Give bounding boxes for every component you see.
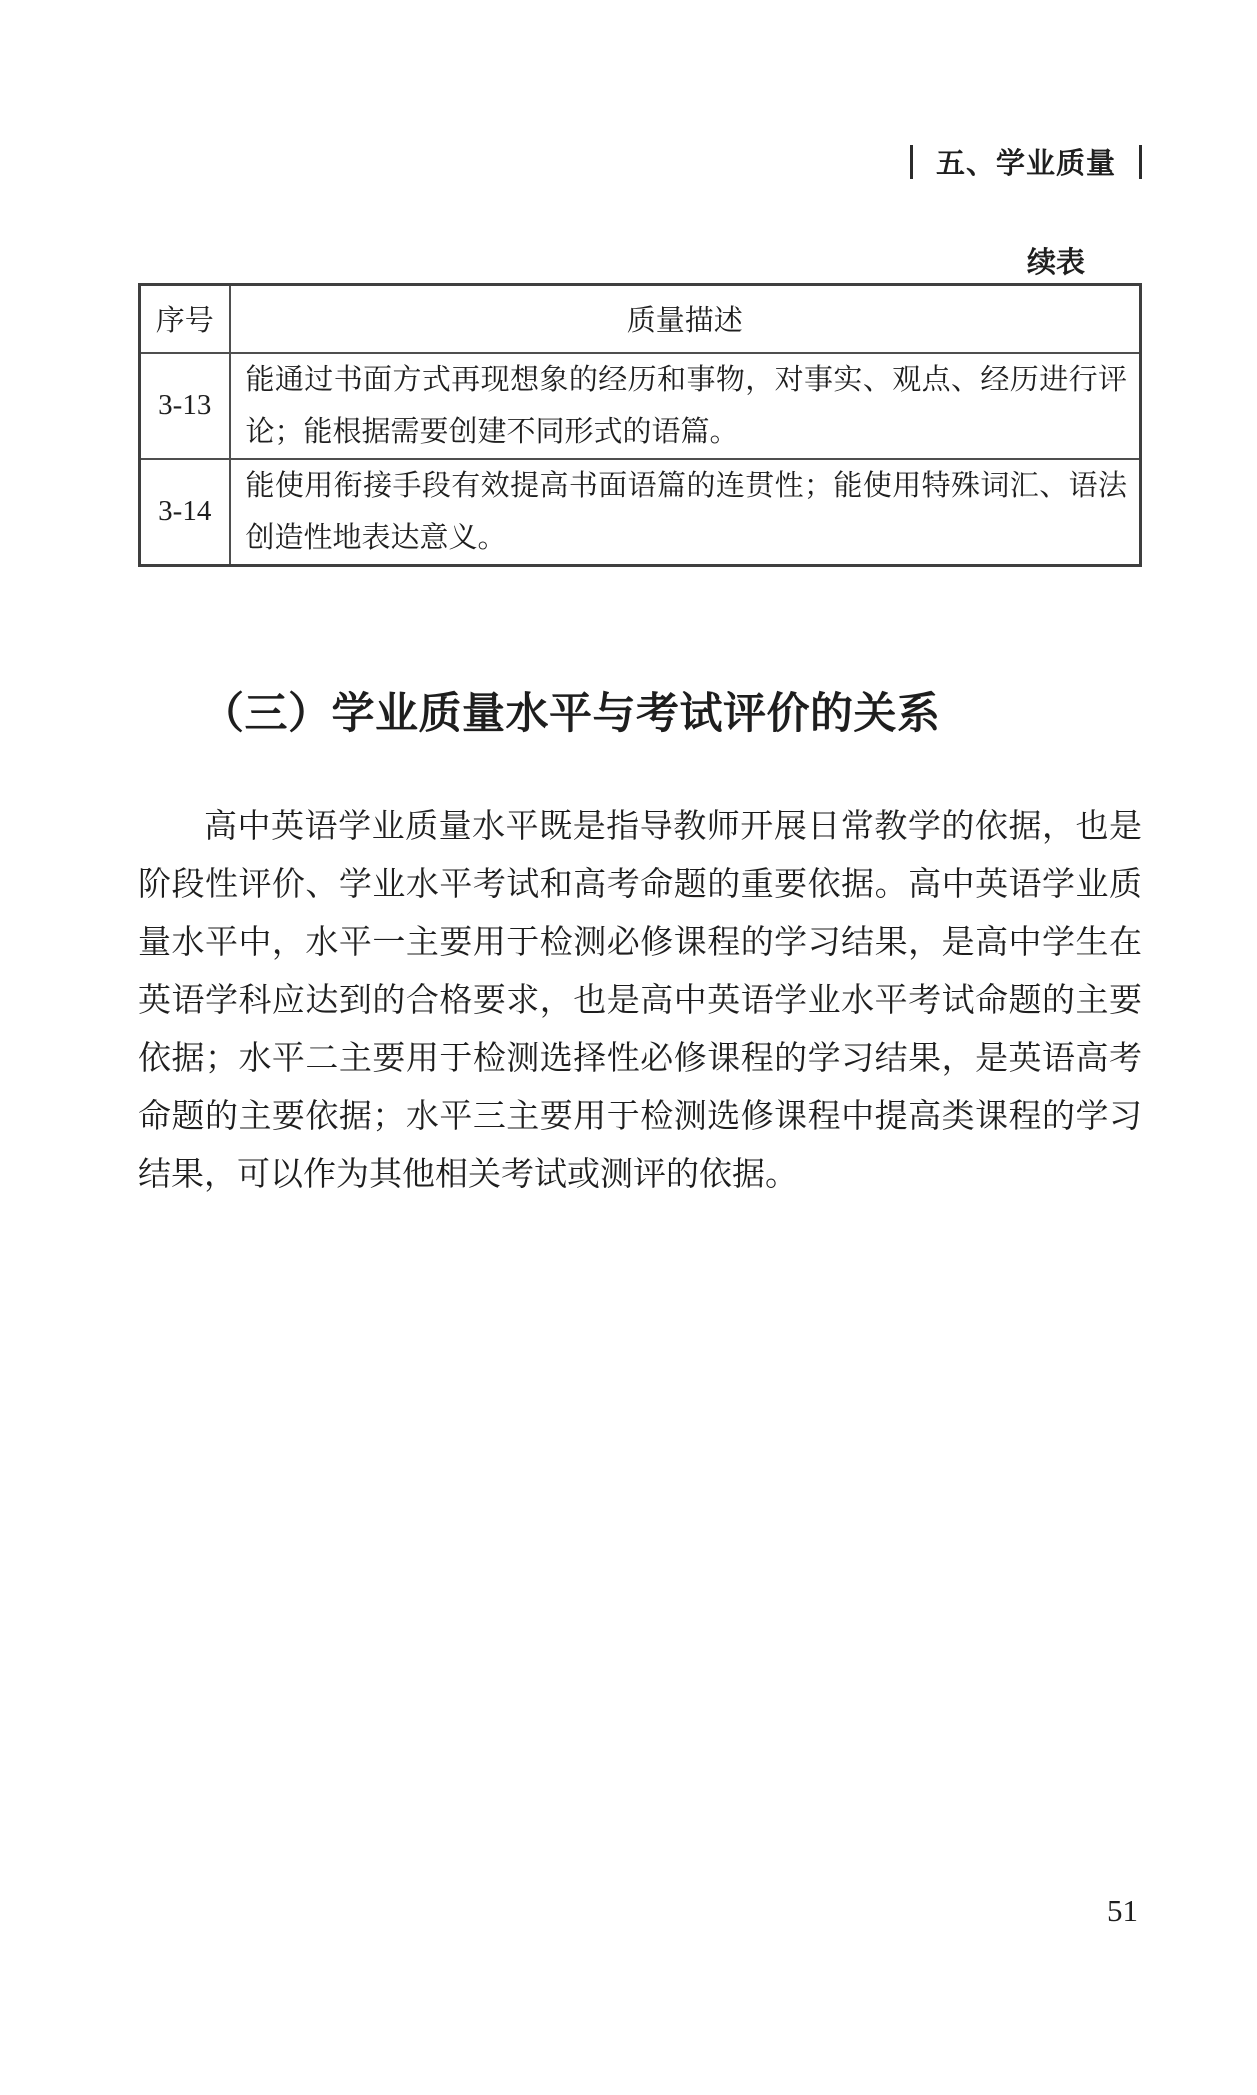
row-quality-description: 能使用衔接手段有效提高书面语篇的连贯性；能使用特殊词汇、语法创造性地表达意义。 <box>230 459 1141 566</box>
row-serial-number: 3-13 <box>140 353 230 459</box>
quality-description-table <box>138 283 1142 567</box>
table-row <box>140 459 1141 566</box>
section-heading: （三）学业质量水平与考试评价的关系 <box>201 691 941 738</box>
page-number: 51 <box>1107 1893 1138 1928</box>
column-header-serial-number: 序号 <box>140 285 230 353</box>
column-header-quality-description: 质量描述 <box>230 285 1141 353</box>
table-row <box>140 353 1141 459</box>
page-header <box>910 141 1142 182</box>
body-paragraph: 高中英语学业质量水平既是指导教师开展日常教学的依据，也是阶段性评价、学业水平考试和高考命题的重要依据。高中英语学业质量水平中，水平一主要用于检测必修课程的学习结果，是高中学生在英语学科应达到的合格要求，也是高中英语学业水平考试命题的主要依据；水平二主要用于检测选择性必修课程的学习结果，是英语高考命题的主要依据；水平三主要用于检测选修课程中提高类课程的学习结果，可以作为其他相关考试或测评的依据。 <box>138 809 1142 1193</box>
header-left-bar-icon <box>910 145 913 179</box>
row-serial-number: 3-14 <box>140 459 230 566</box>
row-quality-description: 能通过书面方式再现想象的经历和事物，对事实、观点、经历进行评论；能根据需要创建不同形式的语篇。 <box>230 353 1141 459</box>
table-continued-label: 续表 <box>1026 247 1085 279</box>
chapter-title: 五、学业质量 <box>935 148 1116 180</box>
header-right-bar-icon <box>1139 145 1142 179</box>
table-header-row <box>140 285 1141 353</box>
